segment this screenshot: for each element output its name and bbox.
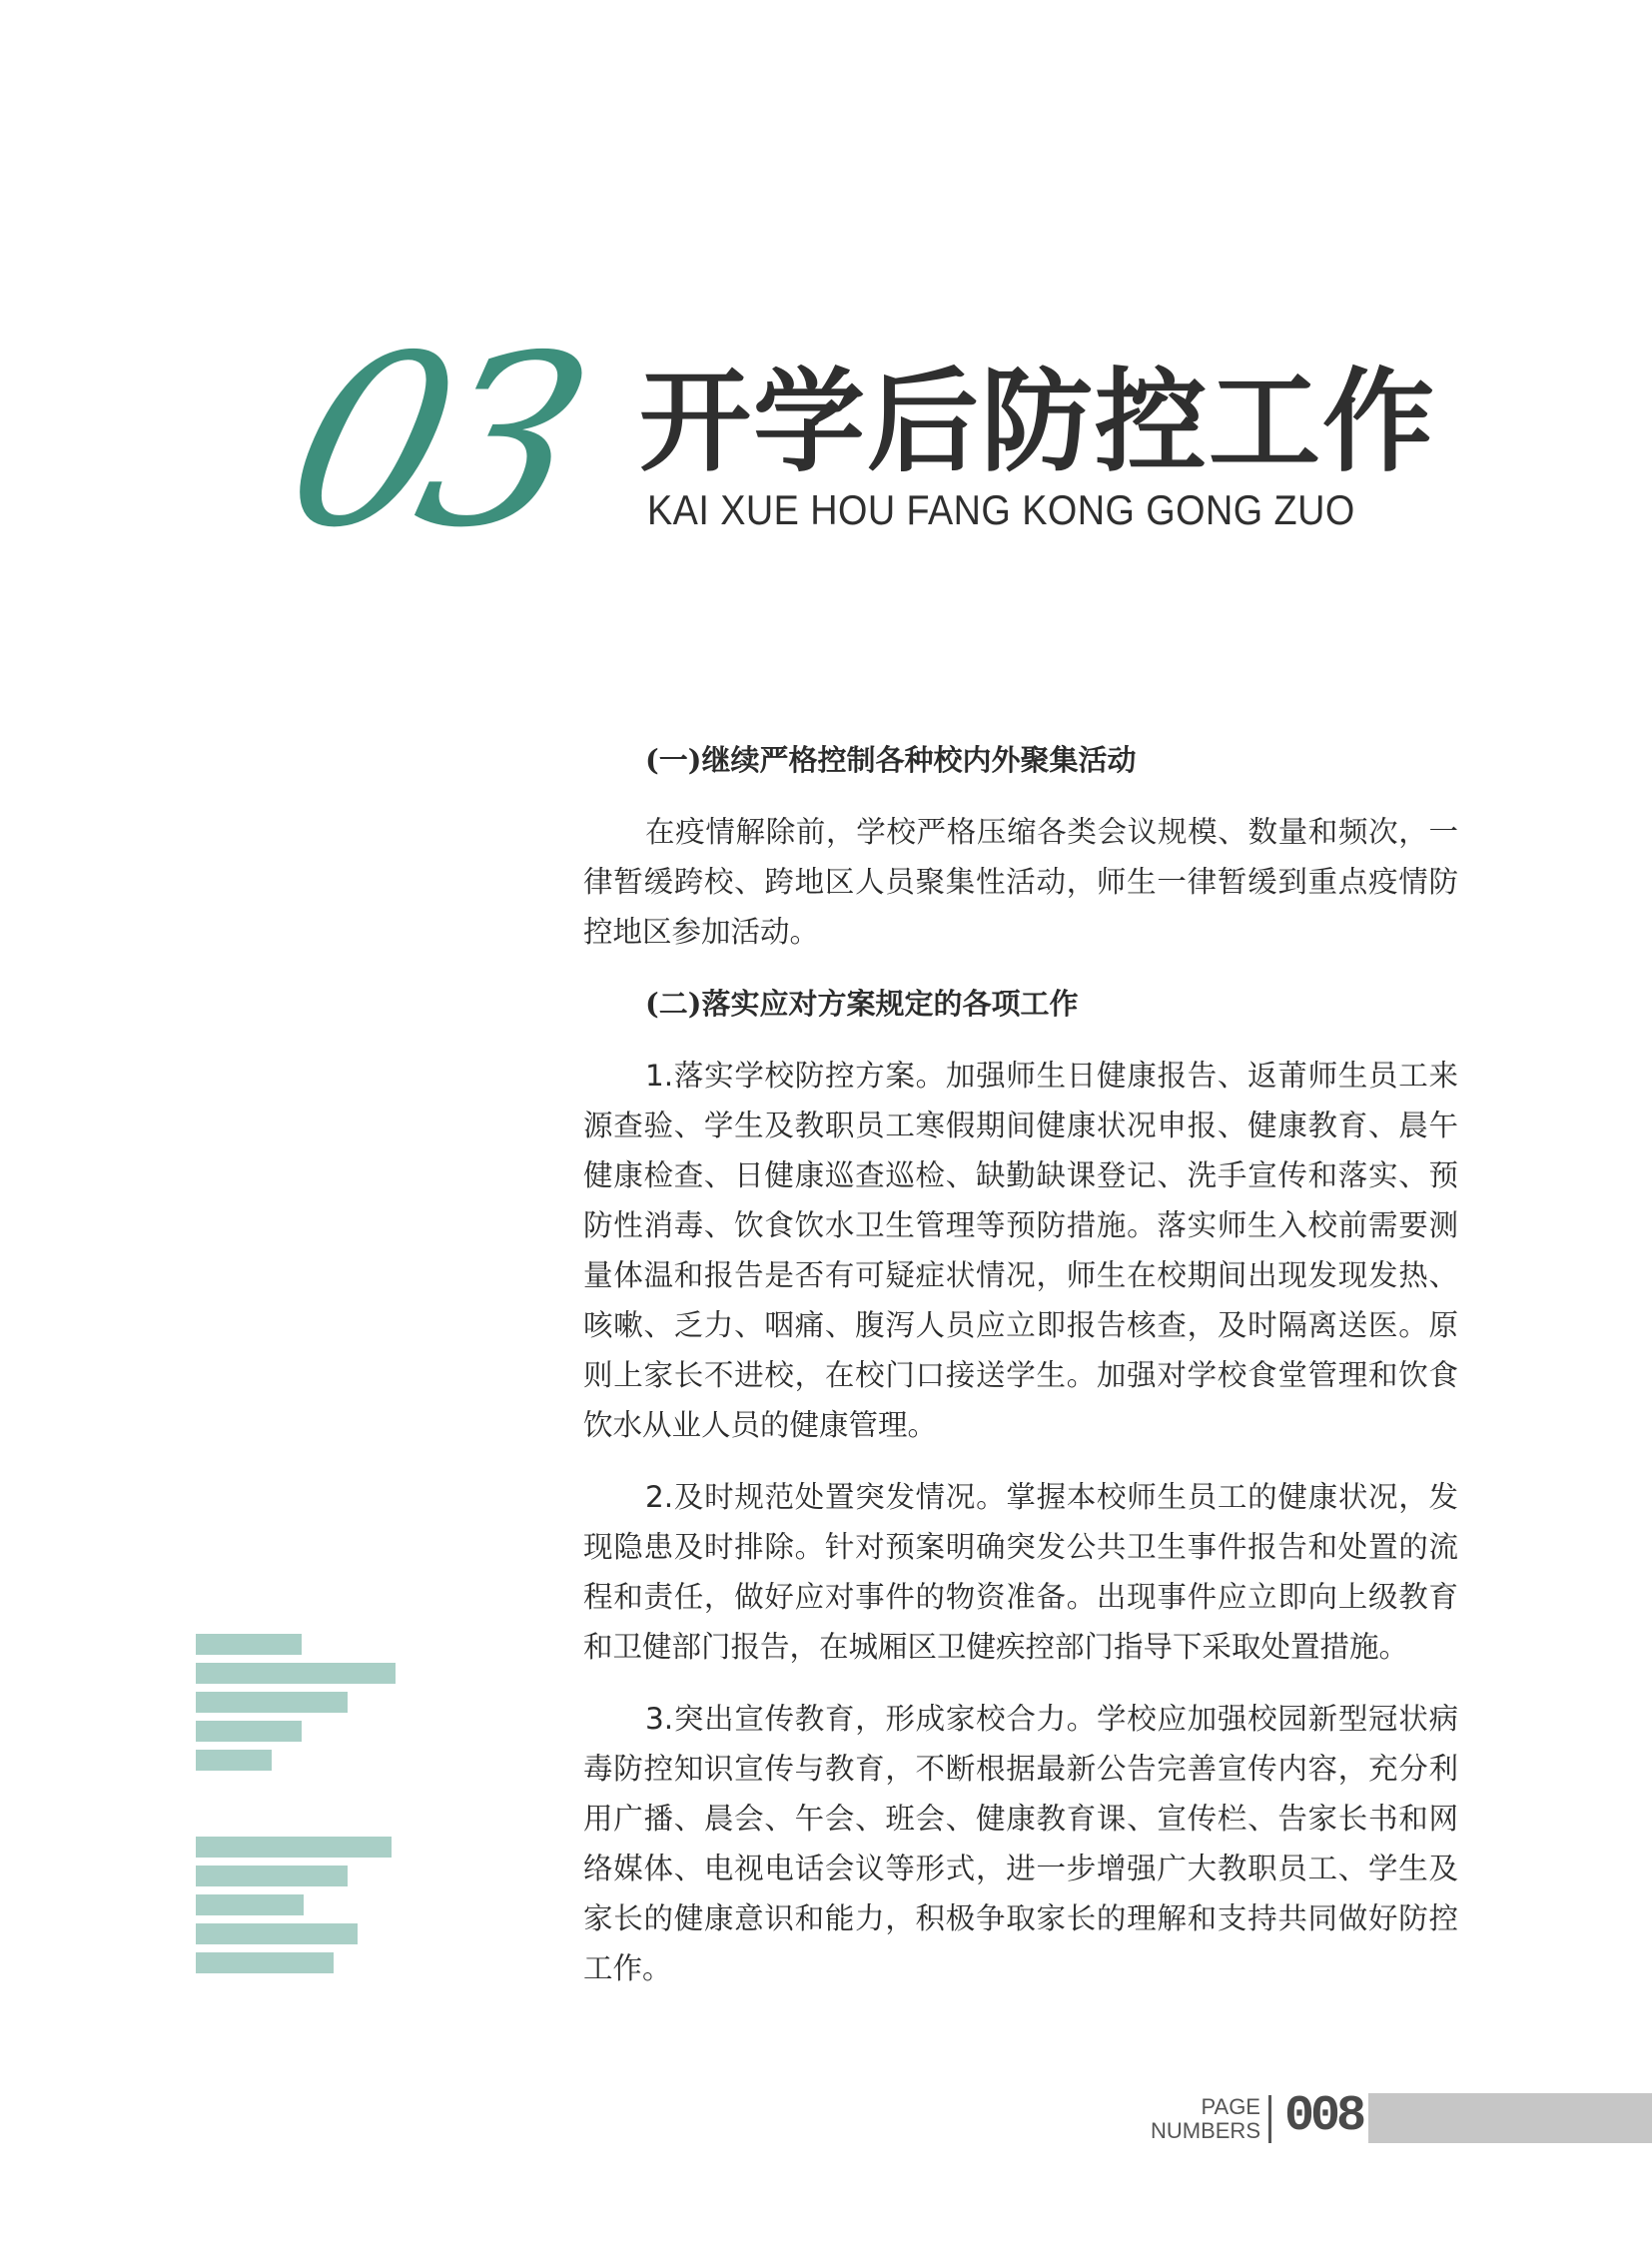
chapter-number: 03 xyxy=(263,305,596,579)
decorative-bar xyxy=(196,1952,334,1973)
decorative-bar xyxy=(196,1866,348,1886)
page-label-line1: PAGE xyxy=(1201,2094,1260,2119)
section-heading-1: (一)继续严格控制各种校内外聚集活动 xyxy=(645,743,1137,777)
page-number-bar xyxy=(1368,2093,1652,2143)
chapter-title: 开学后防控工作 xyxy=(639,357,1436,487)
decorative-bar xyxy=(196,1634,302,1655)
section-heading-2: (二)落实应对方案规定的各项工作 xyxy=(645,987,1079,1021)
paragraph: 在疫情解除前，学校严格压缩各类会议规模、数量和频次，一律暂缓跨校、跨地区人员聚集性活动，师生一律暂缓到重点疫情防控地区参加活动。 xyxy=(583,815,1458,949)
decorative-bar xyxy=(196,1923,358,1944)
page-number: 008 xyxy=(1284,2088,1363,2145)
page-number-divider xyxy=(1268,2095,1271,2143)
decorative-bar xyxy=(196,1750,272,1771)
body-content xyxy=(583,735,1458,2015)
paragraph: 1.落实学校防控方案。加强师生日健康报告、返莆师生员工来源查验、学生及教职员工寒假期间健康状况申报、健康教育、晨午健康检查、日健康巡查巡检、缺勤缺课登记、洗手宣传和落实、预防性消毒、饮食饮水卫生管理等预防措施。落实师生入校前需要测量体温和报告是否有可疑症状情况，师生在校期间出现发现发热、咳嗽、乏力、咽痛、腹泻人员应立即报告核查，及时隔离送医。原则上家长不进校，在校门口接送学生。加强对学校食堂管理和饮食饮水从业人员的健康管理。 xyxy=(583,1059,1458,1442)
decorative-bar xyxy=(196,1692,348,1713)
paragraph: 3.突出宣传教育，形成家校合力。学校应加强校园新型冠状病毒防控知识宣传与教育，不断根据最新公告完善宣传内容，充分利用广播、晨会、午会、班会、健康教育课、宣传栏、告家长书和网络媒体、电视电话会议等形式，进一步增强广大教职员工、学生及家长的健康意识和能力，积极争取家长的理解和支持共同做好防控工作。 xyxy=(583,1702,1458,1985)
decorative-bar xyxy=(196,1837,392,1858)
paragraph: 2.及时规范处置突发情况。掌握本校师生员工的健康状况，发现隐患及时排除。针对预案明确突发公共卫生事件报告和处置的流程和责任，做好应对事件的物资准备。出现事件应立即向上级教育和卫健部门报告，在城厢区卫健疾控部门指导下采取处置措施。 xyxy=(583,1480,1458,1664)
decorative-bar xyxy=(196,1894,304,1915)
page-number-label xyxy=(1137,2095,1260,2143)
page-label-line2: NUMBERS xyxy=(1150,2118,1260,2143)
decorative-bar xyxy=(196,1721,302,1742)
decorative-bar xyxy=(196,1663,396,1684)
chapter-title-pinyin: KAI XUE HOU FANG KONG GONG ZUO xyxy=(647,486,1355,533)
